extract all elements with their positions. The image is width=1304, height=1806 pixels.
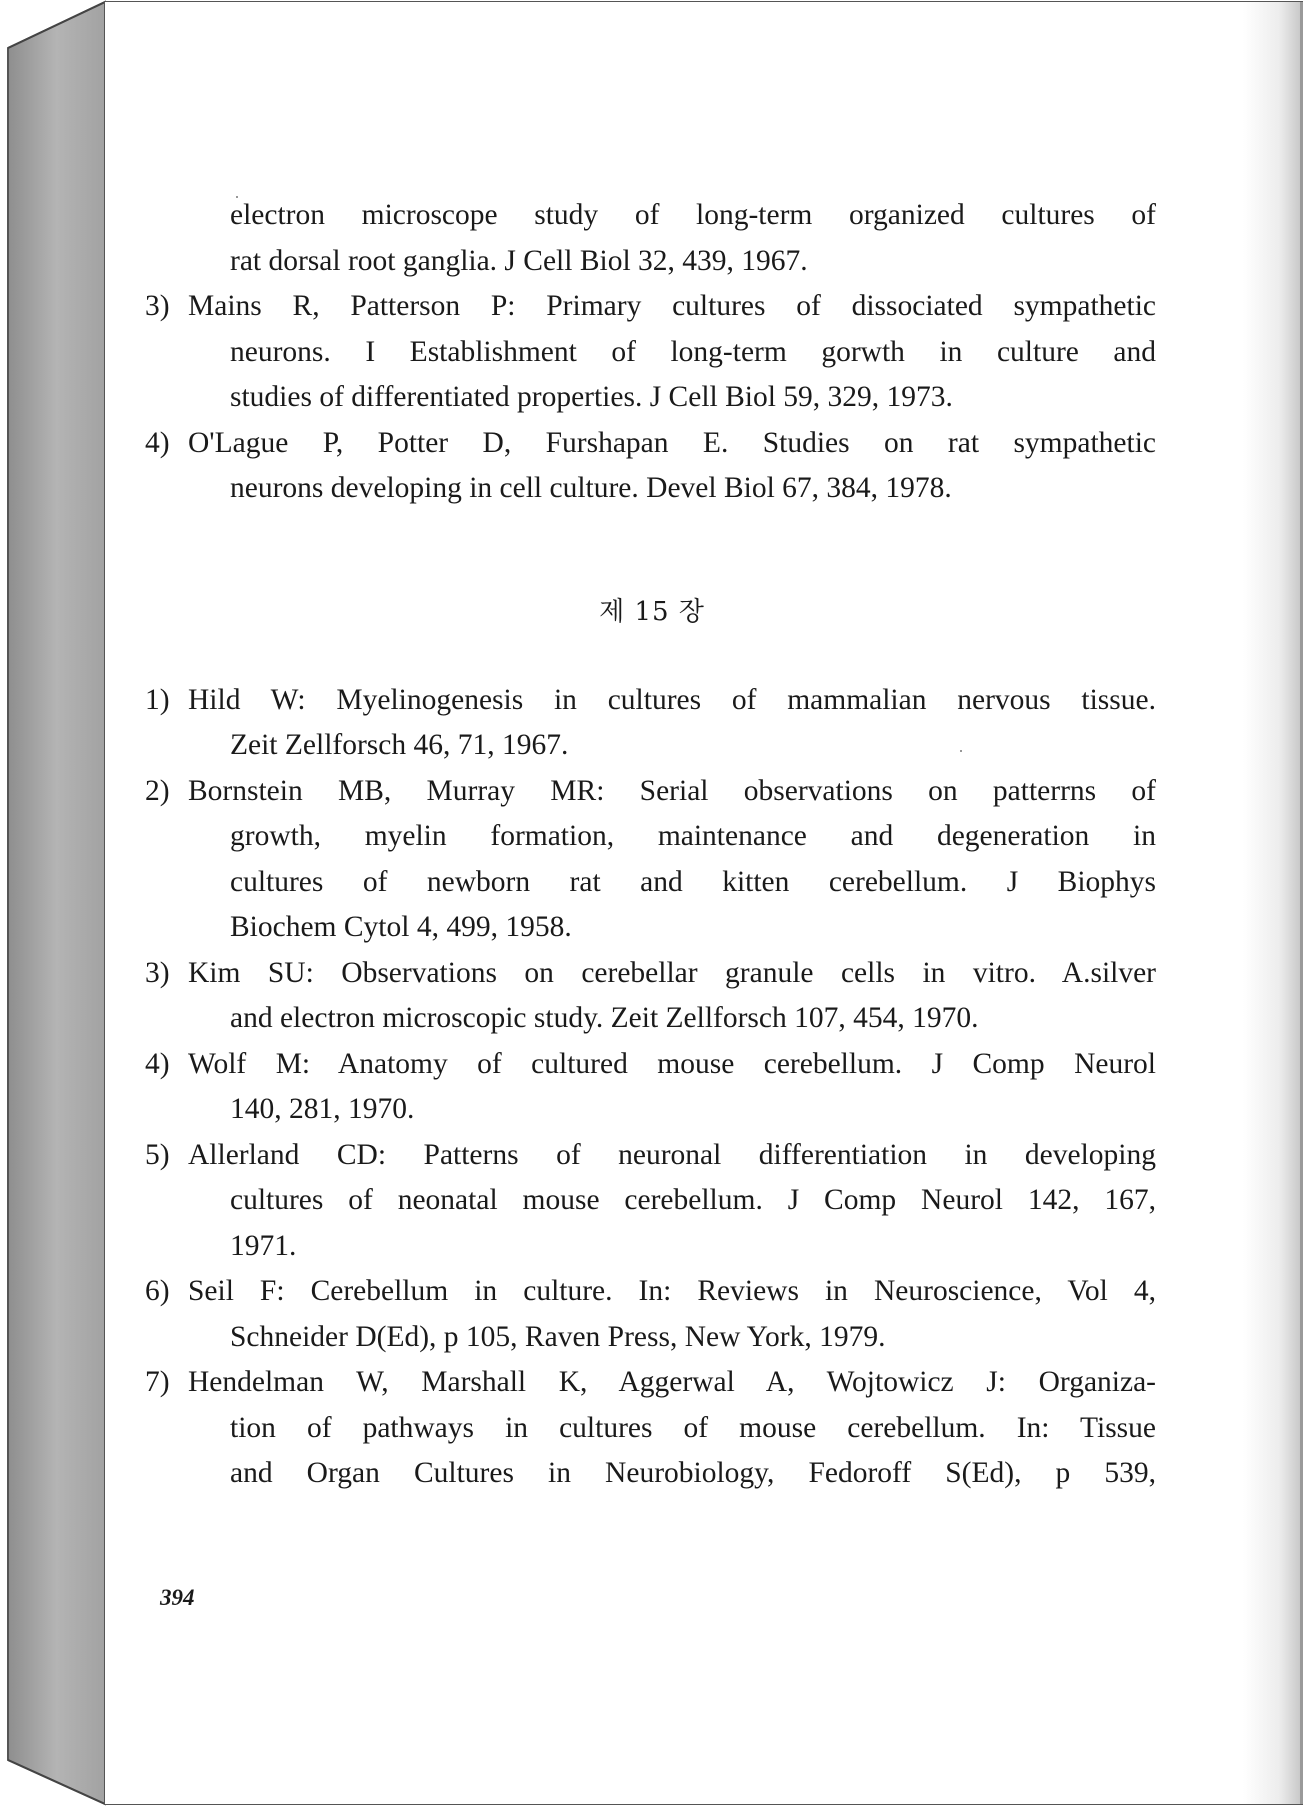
- reference-item: [145, 1269, 1156, 1360]
- reference-item: [145, 1133, 1156, 1270]
- page-right-edge: [1300, 2, 1303, 1804]
- reference-number: 4): [145, 1047, 170, 1080]
- reference-number: 1): [145, 683, 170, 716]
- reference-line: Wolf M: Anatomy of cultured mouse cerebellum. J Comp Neurol: [188, 1047, 1156, 1080]
- reference-line: cultures of neonatal mouse cerebellum. J Comp Neurol 142, 167,: [230, 1184, 1156, 1216]
- reference-line: Schneider D(Ed), p 105, Raven Press, New York, 1979.: [230, 1320, 886, 1353]
- reference-line: Seil F: Cerebellum in culture. In: Reviews in Neuroscience, Vol 4,: [188, 1275, 1156, 1307]
- reference-item: [145, 284, 1156, 421]
- reference-line: neurons developing in cell culture. Devel Biol 67, 384, 1978.: [230, 472, 952, 504]
- reference-item: [145, 769, 1156, 951]
- references-body: [145, 193, 1156, 1497]
- reference-item: [145, 421, 1156, 512]
- reference-item: [145, 678, 1156, 769]
- spine-face: [8, 2, 105, 1804]
- reference-line: and electron microscopic study. Zeit Zellforsch 107, 454, 1970.: [230, 1002, 979, 1034]
- reference-line: rat dorsal root ganglia. J Cell Biol 32, 439, 1967.: [230, 244, 808, 277]
- reference-line: Biochem Cytol 4, 499, 1958.: [230, 911, 572, 943]
- reference-number: 3): [145, 956, 170, 989]
- reference-number: 7): [145, 1366, 170, 1398]
- reference-line: studies of differentiated properties. J Cell Biol 59, 329, 1973.: [230, 381, 953, 413]
- reference-line: Bornstein MB, Murray MR: Serial observations on patterrns of: [188, 774, 1156, 807]
- reference-item: [145, 1360, 1156, 1497]
- continued-reference: [148, 193, 1156, 284]
- reference-line: and Organ Cultures in Neurobiology, Fedoroff S(Ed), p 539,: [230, 1457, 1156, 1489]
- reference-line: Mains R, Patterson P: Primary cultures of dissociated sympathetic: [188, 290, 1156, 322]
- reference-line: tion of pathways in cultures of mouse cerebellum. In: Tissue: [230, 1411, 1156, 1444]
- reference-line: electron microscope study of long-term organized cultures of: [230, 199, 1156, 231]
- reference-item: [145, 1042, 1156, 1133]
- reference-line: 140, 281, 1970.: [230, 1093, 415, 1125]
- reference-line: Hild W: Myelinogenesis in cultures of mammalian nervous tissue.: [188, 683, 1156, 716]
- reference-line: Hendelman W, Marshall K, Aggerwal A, Wojtowicz J: Organiza-: [188, 1366, 1156, 1398]
- reference-number: 5): [145, 1138, 170, 1171]
- reference-line: Allerland CD: Patterns of neuronal differentiation in developing: [188, 1138, 1156, 1171]
- reference-line: Kim SU: Observations on cerebellar granule cells in vitro. A.silver: [188, 956, 1156, 989]
- reference-line: cultures of newborn rat and kitten cerebellum. J Biophys: [230, 865, 1156, 898]
- page-curl-shadow: [1243, 2, 1303, 1804]
- reference-line: Zeit Zellforsch 46, 71, 1967.: [230, 729, 569, 761]
- reference-line: O'Lague P, Potter D, Furshapan E. Studies on rat sympathetic: [188, 426, 1156, 459]
- reference-line: 1971.: [230, 1229, 297, 1262]
- reference-line: growth, myelin formation, maintenance and degeneration in: [230, 820, 1156, 852]
- reference-number: 6): [145, 1275, 170, 1307]
- reference-number: 4): [145, 426, 170, 459]
- chapter-heading: 제 15 장: [599, 596, 705, 627]
- page-number: 394: [160, 1585, 195, 1610]
- reference-line: neurons. I Establishment of long-term gorwth in culture and: [230, 335, 1156, 368]
- reference-item: [145, 951, 1156, 1042]
- reference-number: 2): [145, 774, 170, 807]
- reference-number: 3): [145, 290, 170, 322]
